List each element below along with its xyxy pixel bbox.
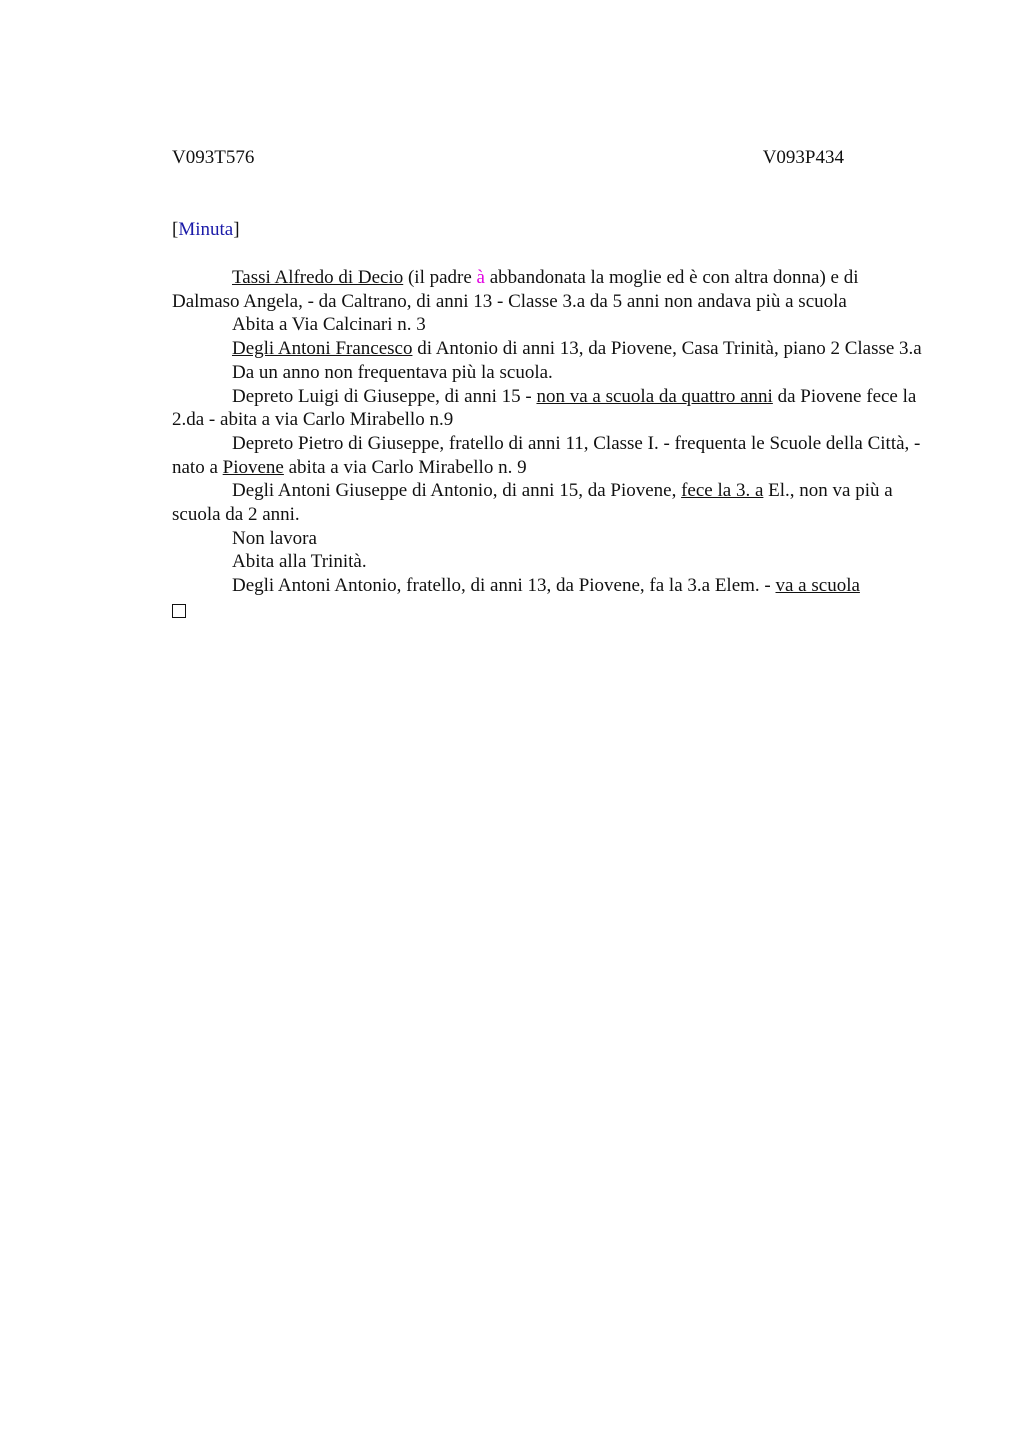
right-code: V093P434	[762, 147, 844, 168]
document-header	[172, 146, 844, 169]
paragraph-text: di Antonio di anni 13, da Piovene, Casa Trinità, piano 2 Classe 3.a	[412, 338, 922, 360]
document-body	[172, 266, 922, 618]
paragraph-2: Abita a Via Calcinari n. 3	[232, 314, 426, 336]
paragraph-text: abbandonata la moglie ed è con altra donna) e di Dalmaso Angela, - da Caltrano, di anni 13 - Classe 3.a da 5 anni non andava più a scuola	[172, 267, 859, 312]
paragraph-1	[172, 266, 922, 313]
highlighted-accent: à	[476, 267, 485, 288]
paragraph-text: El., non va più a scuola da 2 anni.	[172, 480, 893, 526]
paragraph-text: abita a via Carlo Mirabello n. 9	[283, 456, 527, 478]
paragraph-text: Depreto Pietro di Giuseppe, fratello di anni 11, Classe I. - frequenta le Scuole della Città, - nato a	[172, 432, 921, 478]
paragraph-4: Da un anno non frequentava più la scuola.	[232, 361, 553, 383]
left-code: V093T576	[172, 147, 255, 168]
underlined-name: Tassi Alfredo di Decio	[232, 267, 404, 288]
paragraph-text: Degli Antoni Antonio, fratello, di anni 13, da Piovene, fa la 3.a Elem. -	[232, 575, 776, 597]
empty-square-icon	[172, 604, 186, 618]
paragraph-text: Depreto Luigi di Giuseppe, di anni 15 -	[232, 385, 537, 407]
paragraph-6	[172, 432, 922, 479]
paragraph-10	[172, 574, 922, 598]
paragraph-9: Abita alla Trinità.	[232, 551, 367, 573]
note-close-bracket: ]	[233, 219, 240, 240]
paragraph-3	[172, 337, 922, 361]
underlined-text: Piovene	[222, 456, 284, 478]
underlined-text: va a scuola	[775, 575, 860, 597]
paragraph-text: Degli Antoni Giuseppe di Antonio, di anni 15, da Piovene,	[232, 480, 682, 502]
paragraph-7	[172, 479, 922, 526]
underlined-text: non va a scuola da quattro anni	[536, 385, 773, 407]
paragraph-text: (il padre	[403, 267, 477, 288]
underlined-name: Degli Antoni Francesco	[232, 338, 413, 360]
paragraph-text: da Piovene fece la 2.da - abita a via Carlo Mirabello n.9	[172, 385, 917, 431]
minuta-note	[172, 218, 240, 241]
paragraph-8: Non lavora	[232, 527, 317, 549]
note-label: Minuta	[178, 219, 234, 240]
note-open-bracket: [	[172, 219, 179, 240]
paragraph-5	[172, 385, 922, 432]
underlined-text: fece la 3. a	[681, 480, 764, 502]
